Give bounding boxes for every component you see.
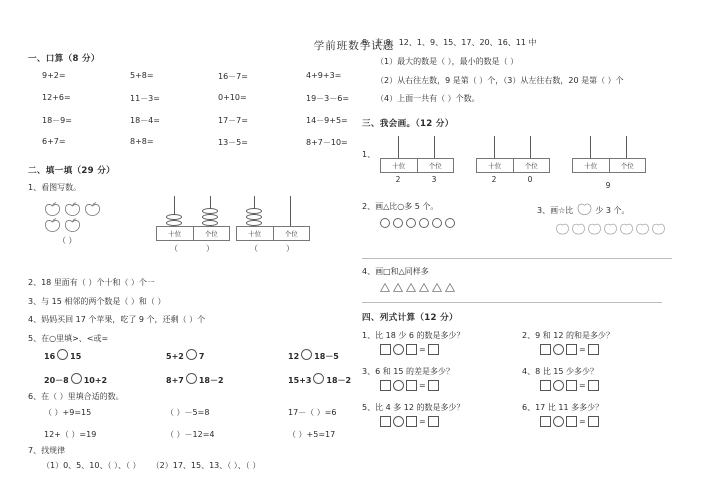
calc-problem: 17－7= [218,116,248,125]
place-value-table [156,226,230,241]
question-3-3-label-a: 3、画☆比 [537,206,574,216]
abacus-bead [246,220,262,226]
circle-shape [419,218,429,228]
equals-sign: = [579,416,586,426]
equals-sign: = [419,416,426,426]
question-2-7-label: 7、找规律 [28,445,66,455]
question-2-2[interactable]: 2、18 里面有（ ）个十和（ ）个一 [28,277,155,287]
calc-problem: 19－3－6= [306,94,350,103]
abacus-bead [166,220,182,226]
triangle-row [380,283,692,292]
place-value-group-3 [572,136,644,192]
question-2-3[interactable]: 3、与 15 相邻的两个数是（ ）和（ ） [28,296,166,306]
equals-sign: = [419,344,426,354]
abacus-diagram-1 [156,196,228,254]
pattern-item-2[interactable]: （2）17、15、13、（ ）、（ ） [151,460,261,470]
fruit-row [555,222,697,236]
apple-answer-blank[interactable]: （ ） [58,235,77,245]
triangle-shape [432,283,442,292]
fill-blank-item[interactable]: （ ）－12=4 [166,429,215,439]
calc-problem: 13－5= [218,138,248,147]
answer-circle[interactable] [553,380,564,391]
answer-boxes[interactable] [380,416,522,427]
ones-label: 个位 [284,229,298,238]
fill-blank-item[interactable]: （ ）+5=17 [288,429,336,439]
ones-label: 个位 [524,162,538,171]
calc-problem: 12+6= [42,93,71,102]
answer-square[interactable] [406,380,417,391]
cmp-right: 7 [198,351,205,361]
word-problem [522,330,692,364]
tens-label: 十位 [381,159,418,172]
question-2-4[interactable]: 4、妈妈买回 17 个苹果，吃了 9 个，还剩（ ）个 [28,315,206,325]
circle-row [380,218,532,228]
answer-square[interactable] [588,344,599,355]
ones-value: 0 [527,175,533,185]
word-problem-text: 2、9 和 12 的和是多少？ [522,330,614,340]
word-problem [522,402,692,436]
tens-value: 2 [491,175,497,185]
calc-problem: 8+8= [130,137,154,146]
cmp-right: 18－2 [326,375,352,385]
abacus-answer-open[interactable]: （ [250,243,258,253]
word-problem [362,330,522,364]
apple-illustration [44,202,124,246]
answer-circle[interactable] [393,344,404,355]
section-2-heading: 二、填一填（29 分） [28,166,116,176]
answer-square[interactable] [380,416,391,427]
calc-problem: 4+9+3= [306,71,342,80]
cmp-right: 10+2 [83,375,108,385]
tens-label: 十位 [573,159,610,172]
cmp-left: 20－8 [44,375,69,385]
peach-icon [587,222,602,236]
answer-square[interactable] [380,380,391,391]
answer-boxes[interactable] [540,380,692,391]
question-2-5-label: 5、在○里填>、<或= [28,334,109,344]
peach-icon [651,222,666,236]
comparison-circle[interactable] [301,349,312,360]
question-2-1-label: 1、看图写数。 [28,183,82,192]
abacus-answer-close[interactable]: ） [206,243,214,253]
equals-sign: = [419,380,426,390]
comparison-item[interactable] [44,349,166,362]
peach-icon [555,222,570,236]
answer-boxes[interactable] [380,380,522,391]
fill-blank-item[interactable]: 12+（ ）=19 [44,429,97,439]
triangle-shape [445,283,455,292]
abacus-rod-tens [239,196,269,226]
question-8-sub1[interactable]: （1）最大的数是（ ），最小的数是（ ） [376,56,519,66]
comparison-circle[interactable] [313,373,324,384]
calc-problem: 0+10= [218,93,247,102]
answer-square[interactable] [428,380,439,391]
calc-problem: 11－3= [130,94,160,103]
answer-boxes[interactable] [540,416,692,427]
abacus-bead [202,220,218,226]
question-8-label: 8、在 8、12、1、9、15、17、20、16、11 中 [362,38,537,47]
tens-label: 十位 [237,227,274,240]
pattern-item-1[interactable]: （1）0、5、10、（ ）、（ ） [42,460,141,470]
tens-value: 2 [395,175,401,185]
word-problem [362,402,522,436]
fill-blank-item[interactable]: （ ）+9=15 [44,407,92,417]
cmp-left: 12 [288,351,300,361]
calc-problem: 18－4= [130,116,160,125]
circle-shape [432,218,442,228]
right-column [362,38,692,436]
circle-shape [406,218,416,228]
cmp-right: 18－2 [198,375,224,385]
answer-square[interactable] [588,416,599,427]
peach-icon [619,222,634,236]
circle-shape [380,218,390,228]
answer-circle[interactable] [553,416,564,427]
calc-problem: 18－9= [42,116,72,125]
calc-problem: 6+7= [42,137,66,146]
comparison-item[interactable] [288,373,358,386]
comparison-item[interactable] [288,349,358,362]
peach-icon [576,202,593,216]
section-1-heading: 一、口算（8 分） [28,54,100,64]
cmp-right: 18－5 [314,351,339,361]
fill-blank-item[interactable]: （ ）－5=8 [166,407,210,417]
question-3-4-label: 4、画□和△同样多 [362,267,429,277]
section-4-heading: 四、列式计算（12 分） [362,312,458,323]
stem-lines [380,136,452,158]
divider [362,302,662,303]
question-3-1-label: 1、 [362,150,376,160]
answer-square[interactable] [540,344,551,355]
abacus-rod-ones [275,196,305,226]
answer-circle[interactable] [393,416,404,427]
word-problem-text: 6、17 比 11 多多少？ [522,402,604,412]
comparison-grid [44,349,358,386]
triangle-shape [419,283,429,292]
calc-problem: 8+7－10= [306,138,348,147]
word-problem [522,366,692,400]
cmp-left: 8+7 [166,375,184,385]
answer-boxes[interactable] [540,344,692,355]
oral-calculation-grid [42,71,358,148]
word-problem-text: 3、6 和 15 的差是多少？ [362,366,454,376]
circle-shape [445,218,455,228]
calc-problem: 14－9+5= [306,116,348,125]
peach-icon [571,222,586,236]
answer-square[interactable] [380,344,391,355]
ones-label: 个位 [620,162,634,171]
comparison-circle[interactable] [186,349,197,360]
answer-square[interactable] [540,416,551,427]
answer-square[interactable] [566,416,577,427]
stem-lines [476,136,548,158]
divider [362,258,672,259]
word-problem [362,366,522,400]
tens-label: 十位 [157,227,194,240]
equals-sign: = [579,380,586,390]
comparison-circle[interactable] [186,373,197,384]
answer-circle[interactable] [393,380,404,391]
cmp-left: 15+3 [288,375,312,385]
abacus-answer-open[interactable]: （ [170,243,178,253]
answer-circle[interactable] [553,344,564,355]
comparison-circle[interactable] [71,373,82,384]
calc-problem: 9+2= [42,71,66,80]
triangle-shape [406,283,416,292]
abacus-answer-close[interactable]: ） [286,243,294,253]
question-2-6-label: 6、在（ ）里填合适的数。 [28,391,124,401]
cmp-right: 15 [70,351,82,361]
answer-square[interactable] [588,380,599,391]
triangle-shape [393,283,403,292]
fill-blank-grid [44,407,358,440]
question-3-3-label-b: 少 3 个。 [595,206,630,216]
answer-square[interactable] [428,344,439,355]
left-column [28,52,358,479]
comparison-item[interactable] [166,373,288,386]
abacus-rod-ones [195,196,225,226]
triangle-shape [380,283,390,292]
place-value-group-1 [380,136,452,192]
peach-icon [603,222,618,236]
question-3-2-label: 2、画△比○多 5 个。 [362,202,439,212]
answer-square[interactable] [406,344,417,355]
calc-problem: 16－7= [218,72,248,81]
comparison-item[interactable] [166,349,288,362]
peach-icon [635,222,650,236]
ones-value: 3 [431,175,437,185]
place-value-tables [380,136,692,192]
comparison-circle[interactable] [57,349,68,360]
word-problems-grid [362,330,692,436]
comparison-item[interactable] [44,373,166,386]
calc-problem: 5+8= [130,71,154,80]
answer-square[interactable] [406,416,417,427]
cmp-left: 16 [44,351,56,361]
answer-square[interactable] [566,344,577,355]
ones-label: 个位 [204,229,218,238]
question-8-sub3[interactable]: （4）上面一共有（ ）个数。 [376,94,480,104]
word-problem-text: 4、8 比 15 少多少？ [522,366,598,376]
answer-square[interactable] [566,380,577,391]
page-title: 学前班数学试题 [313,40,395,52]
cmp-left: 5+2 [166,351,184,361]
place-value-group-2 [476,136,548,192]
word-problem-text: 5、比 4 多 12 的数是多少？ [362,402,465,412]
answer-square[interactable] [540,380,551,391]
fill-blank-item[interactable]: 17－（ ）=6 [288,407,337,417]
circle-shape [393,218,403,228]
question-8-sub2[interactable]: （2）从右往左数，9 是第（ ）个，（3）从左往右数，20 是第（ ）个 [376,75,624,85]
section-3-heading: 三、我会画。（12 分） [362,119,454,130]
equals-sign: = [579,344,586,354]
place-value-table [236,226,310,241]
stem-lines [572,136,644,158]
answer-boxes[interactable] [380,344,522,355]
tens-label: 十位 [477,159,514,172]
word-problem-text: 1、比 18 少 6 的数是多少？ [362,330,465,340]
abacus-diagram-2 [236,196,308,254]
ones-label: 个位 [428,162,442,171]
ones-value: 9 [605,181,611,191]
answer-square[interactable] [428,416,439,427]
abacus-rod-tens [159,196,189,226]
